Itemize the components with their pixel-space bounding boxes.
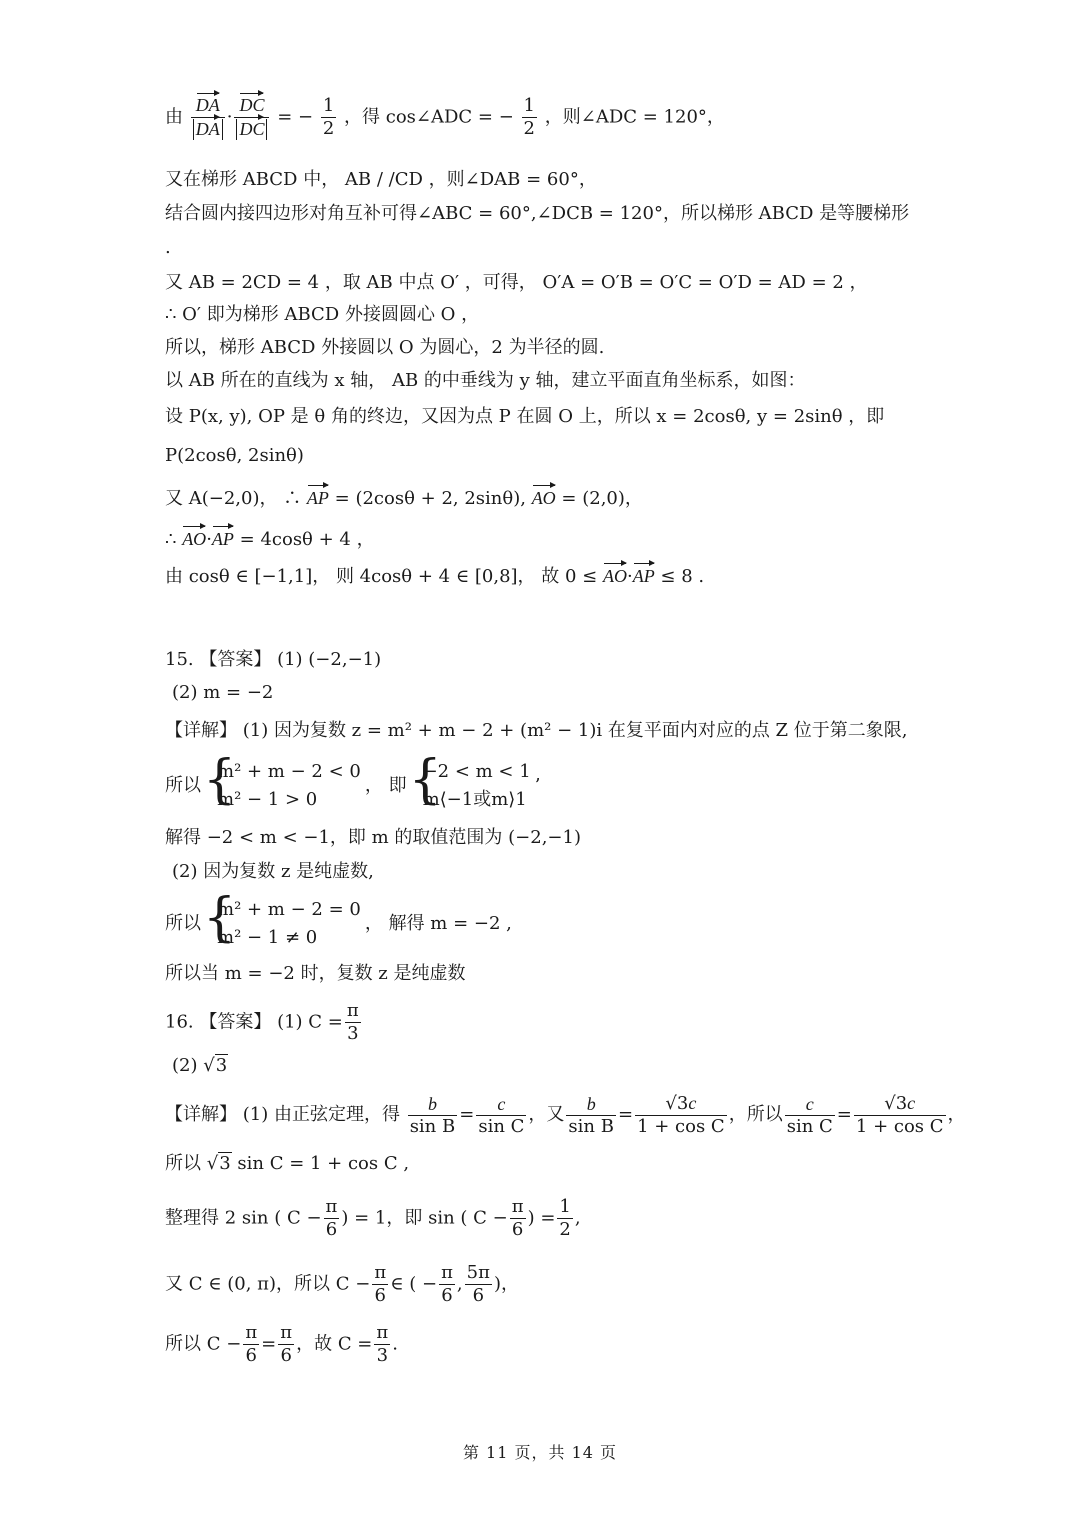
text-fragment: · [626,566,633,587]
q16-line3 [165,1196,581,1241]
equation-system: { m² + m − 2 = 0 m² − 1 ≠ 0 [205,896,361,952]
line-midpoint: 又 AB = 2CD = 4 ，取 AB 中点 O′ ，可得， O′A = O′B = O′C = O′D = AD = 2 ， [165,272,868,293]
text-fragment: ) = [527,1207,556,1229]
vector-ap: AP [211,529,234,549]
line-point-p-coords: P(2cosθ, 2sinθ) [165,445,304,466]
q15-answer: 15. 【答案】 (1) (−2,−1) [165,649,382,670]
text-fragment: ’ [534,775,541,796]
vector-ao: AO [182,529,207,549]
line-vector-angle: 由 $\frac{DA}{DA}$ · $\frac{DC}{DC}$ = − $\frac{1}{2}$ ，得 cos∠ADC = − $\frac{1}{2}$ ，则∠ADC = 120°， [165,95,725,139]
text-fragment: ，所以 [728,1104,783,1125]
text-fragment: (2) [172,1055,204,1076]
fraction-pi-3: $\frac{\pi}{3}$ [346,1000,359,1044]
vector-ao: AO [602,566,627,586]
text-fragment: sin C = 1 + cos C , [231,1153,410,1174]
q16-line2 [165,1152,409,1176]
text-fragment: = 4cosθ + 4 ， [233,529,375,550]
text-fragment: · [206,529,212,550]
text-fragment: = (2,0)， [555,488,643,509]
vector-dc: DC [239,95,265,115]
text-fragment: ∴ [165,529,183,550]
q15-conclusion: 所以当 m = −2 时，复数 z 是纯虚数 [165,963,466,984]
text-fragment: , [574,1207,581,1229]
q16-line5 [165,1322,398,1367]
q16-detail: 【详解】 (1) 由正弦定理，得 $\frac{b}{\text{sin B}}$ = $\frac{c}{\text{sin C}}$ ，又 $\frac{b}{\text{sin B}}$ = $\frac{√3c}{\text{1 + cos C}}$ ，所以 $\frac{c}{\text{sin C}}$ = $\frac{√3c}{\text{1 + cos C}}$ ， [165,1093,966,1137]
text-fragment: 又 C ∈ (0, π)，所以 C − [165,1273,371,1295]
line-dot-product [165,527,375,552]
fraction-sqrt3c-2: $\frac{√3c}{\text{1 + cos C}}$ [855,1093,944,1137]
q16-answer-part2 [172,1054,228,1078]
vector-ap: AP [632,566,655,586]
text-fragment: )， [493,1273,519,1295]
text-fragment: ，故 C = [296,1333,373,1355]
fraction-pi-6-neg: $\frac{\pi}{6}$ [441,1262,453,1306]
text-fragment: ， 即 [364,775,407,796]
fraction-pi-6-2: $\frac{\pi}{6}$ [280,1322,293,1366]
sqrt-3: √3 [206,1153,231,1174]
text-fragment: 整理得 2 sin ( C − [165,1207,322,1229]
text-fragment: 所以 [165,1153,207,1174]
text-fragment: 所以 [165,775,201,796]
line-range-result [165,564,704,589]
line-coordinate-system: 以 AB 所在的直线为 x 轴， AB 的中垂线为 y 轴，建立平面直角坐标系，如图： [165,370,806,391]
inequality-system-solved: { −2 < m < 1 m⟨−1或m⟩1 [411,758,531,814]
q15-system-2 [165,896,512,952]
q15-detail: 【详解】 (1) 因为复数 z = m² + m − 2 + (m² − 1)i 在复平面内对应的点 Z 位于第二象限, [165,720,908,741]
line-point-p: 设 P(x, y), OP 是 θ 角的终边，又因为点 P 在圆 O 上，所以 x = 2cosθ, y = 2sinθ ，即 [165,406,885,427]
fraction-b-sinb: $\frac{b}{\text{sin B}}$ [409,1093,456,1137]
line-period: . [165,237,171,258]
text-fragment: ≤ 8 . [654,566,705,587]
q15-solution: 解得 −2 < m < −1，即 m 的取值范围为 (−2,−1) [165,827,581,848]
fraction-pi-6: $\frac{\pi}{6}$ [325,1196,338,1240]
q15-answer-part2: (2) m = −2 [172,682,274,703]
vector-dc-abs: DC [239,119,265,139]
text-fragment: 所以 C − [165,1333,242,1355]
vector-ap: AP [306,488,329,508]
text-fragment: = [261,1333,277,1355]
line-circle-center: ∴ O′ 即为梯形 ABCD 外接圆圆心 O ， [165,304,480,325]
line-cyclic-quad: 结合圆内接四边形对角互补可得∠ABC = 60°,∠DCB = 120°，所以梯形 ABCD 是等腰梯形 [165,203,910,224]
q15-system-1 [165,758,540,814]
line-vectors-ap-ao [165,486,643,511]
text-fragment: 16. 【答案】 (1) C = [165,1011,343,1033]
text-fragment: = (2cosθ + 2, 2sinθ), [328,488,532,509]
fraction-5pi-6: $\frac{5\pi}{6}$ [466,1262,490,1306]
fraction-pi-6-2: $\frac{\pi}{6}$ [511,1196,524,1240]
text-fragment: ，又 [528,1104,565,1125]
text-fragment: 由 [165,106,183,128]
text-fragment: ) = 1，即 sin ( C − [341,1207,508,1229]
q16-answer [165,1000,363,1045]
text-fragment: . [392,1333,398,1355]
text-fragment: ， [947,1104,966,1125]
text-fragment: 由 cosθ ∈ [−1,1]， 则 4cosθ + 4 ∈ [0,8]， 故 0 ≤ [165,566,603,587]
fraction-half: $\frac{1}{2}$ [322,95,335,139]
text-fragment: ， 解得 m = −2 , [364,913,512,934]
page-footer: 第 11 页，共 14 页 [462,1443,618,1462]
fraction-pi-6: $\frac{\pi}{6}$ [374,1262,387,1306]
sqrt-3: √3 [203,1055,228,1076]
fraction-half: $\frac{1}{2}$ [559,1196,571,1240]
inequality-system: { m² + m − 2 < 0 m² − 1 > 0 [205,758,361,814]
text-fragment: = − [277,106,314,128]
q15-part2: (2) 因为复数 z 是纯虚数, [172,861,374,882]
vector-da: DA [195,95,220,115]
line-circle-radius: 所以，梯形 ABCD 外接圆以 O 为圆心，2 为半径的圆. [165,337,605,358]
fraction-c-sinc: $\frac{c}{\text{sin C}}$ [478,1093,525,1137]
fraction-sqrt3c: $\frac{√3c}{\text{1 + cos C}}$ [637,1093,725,1137]
vector-ao: AO [531,488,556,508]
fraction-unit-dc [234,94,269,141]
text-fragment: 【详解】 (1) 由正弦定理，得 [165,1104,400,1125]
text-fragment: ，则∠ADC = 120°， [544,106,725,128]
fraction-unit-da [191,94,225,141]
fraction-c-sinc-2: $\frac{c}{\text{sin C}}$ [786,1093,833,1137]
line-trapezoid: 又在梯形 ABCD 中， AB / /CD ，则∠DAB = 60°， [165,169,597,190]
text-fragment: 所以 [165,913,201,934]
fraction-half-2: $\frac{1}{2}$ [523,95,535,139]
text-fragment: ，得 cos∠ADC = − [344,106,514,128]
fraction-pi-6: $\frac{\pi}{6}$ [245,1322,258,1366]
vector-da-abs: DA [195,119,220,139]
fraction-b-sinb-2: $\frac{b}{\text{sin B}}$ [568,1093,614,1137]
fraction-pi-3: $\frac{\pi}{3}$ [376,1322,389,1366]
q16-line4: 又 C ∈ (0, π)，所以 C − $\frac{\pi}{6}$ ∈ ( − $\frac{\pi}{6}$ , $\frac{5\pi}{6}$ )， [165,1262,519,1306]
text-fragment: ∈ ( − [390,1273,438,1295]
text-fragment: 又 A(−2,0)， ∴ [165,488,307,509]
